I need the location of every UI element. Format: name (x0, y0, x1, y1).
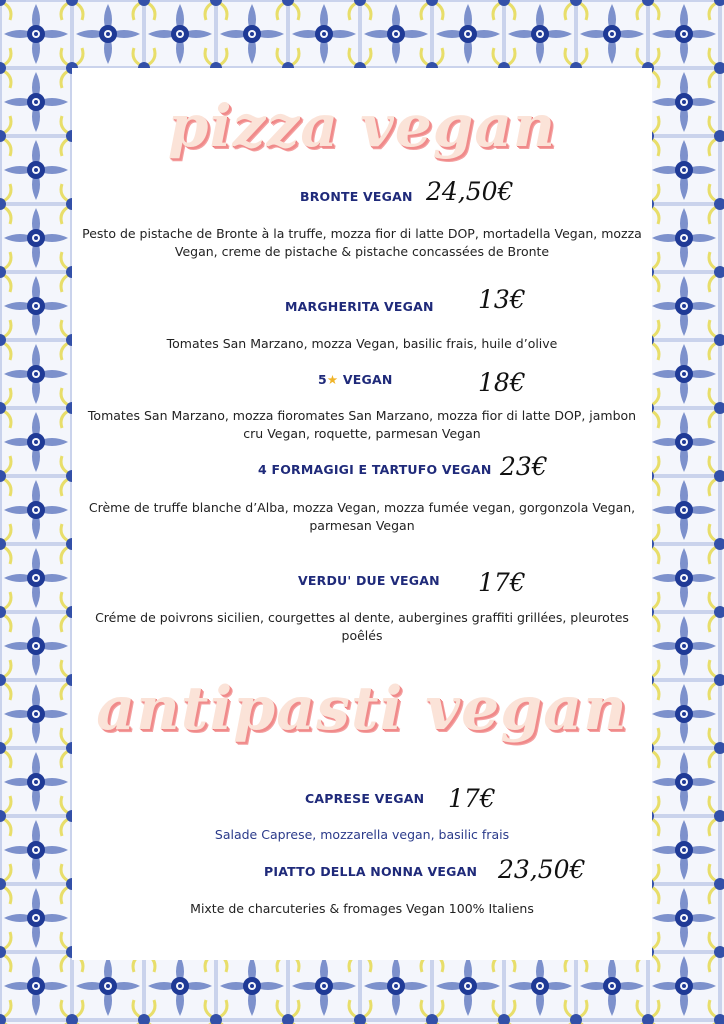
piatto-della-nonna-vegan-price: 23,50€ (498, 855, 586, 884)
verdu-due-vegan-price: 17€ (478, 568, 526, 597)
quattro-formaggi-vegan-description: Crème de truffe blanche d’Alba, mozza Vegan, mozza fumée vegan, gorgonzola Vegan, parmesan Vegan (88, 500, 636, 533)
cinque-stelle-vegan-name (318, 372, 392, 387)
bronte-vegan-description: Pesto de pistache de Bronte à la truffe, mozza fior di latte DOP, mortadella Vegan, mozza Vegan, creme de pistache & pistache concassées de Bronte (82, 226, 642, 259)
piatto-della-nonna-vegan-name: PIATTO DELLA NONNA VEGAN (264, 864, 478, 879)
cinque-stelle-vegan-description: Tomates San Marzano, mozza fioromates San Marzano, mozza fior di latte DOP, jambon cru Vegan, roquette, parmesan Vegan (87, 408, 637, 441)
bronte-vegan-name: BRONTE VEGAN (300, 189, 413, 204)
caprese-vegan-name: CAPRESE VEGAN (305, 791, 425, 806)
quattro-formaggi-vegan-price: 23€ (500, 452, 548, 481)
verdu-due-vegan-description: Créme de poivrons sicilien, courgettes al dente, aubergines graffiti grillées, pleurotes poêlés (95, 610, 629, 643)
star-icon: ★ (326, 372, 339, 387)
verdu-due-vegan-name: VERDU' DUE VEGAN (298, 573, 440, 588)
caprese-vegan-description: Salade Caprese, mozzarella vegan, basilic frais (214, 827, 510, 842)
bronte-vegan-price: 24,50€ (426, 177, 514, 206)
cinque-stelle-label: VEGAN (342, 372, 393, 387)
caprese-vegan-price: 17€ (448, 784, 496, 813)
cinque-stelle-vegan-price: 18€ (478, 368, 526, 397)
margherita-vegan-description: Tomates San Marzano, mozza Vegan, basilic frais, huile d’olive (166, 336, 558, 351)
margherita-vegan-price: 13€ (478, 285, 526, 314)
cinque-stelle-prefix: 5 (318, 372, 327, 387)
piatto-della-nonna-vegan-description: Mixte de charcuteries & fromages Vegan 100% Italiens (190, 901, 534, 916)
pizza-section-title: pizza vegan (167, 92, 557, 160)
antipasti-section-title: antipasti vegan (96, 674, 628, 744)
margherita-vegan-name: MARGHERITA VEGAN (285, 299, 434, 314)
quattro-formaggi-vegan-name: 4 FORMAGIGI E TARTUFO VEGAN (258, 462, 492, 477)
